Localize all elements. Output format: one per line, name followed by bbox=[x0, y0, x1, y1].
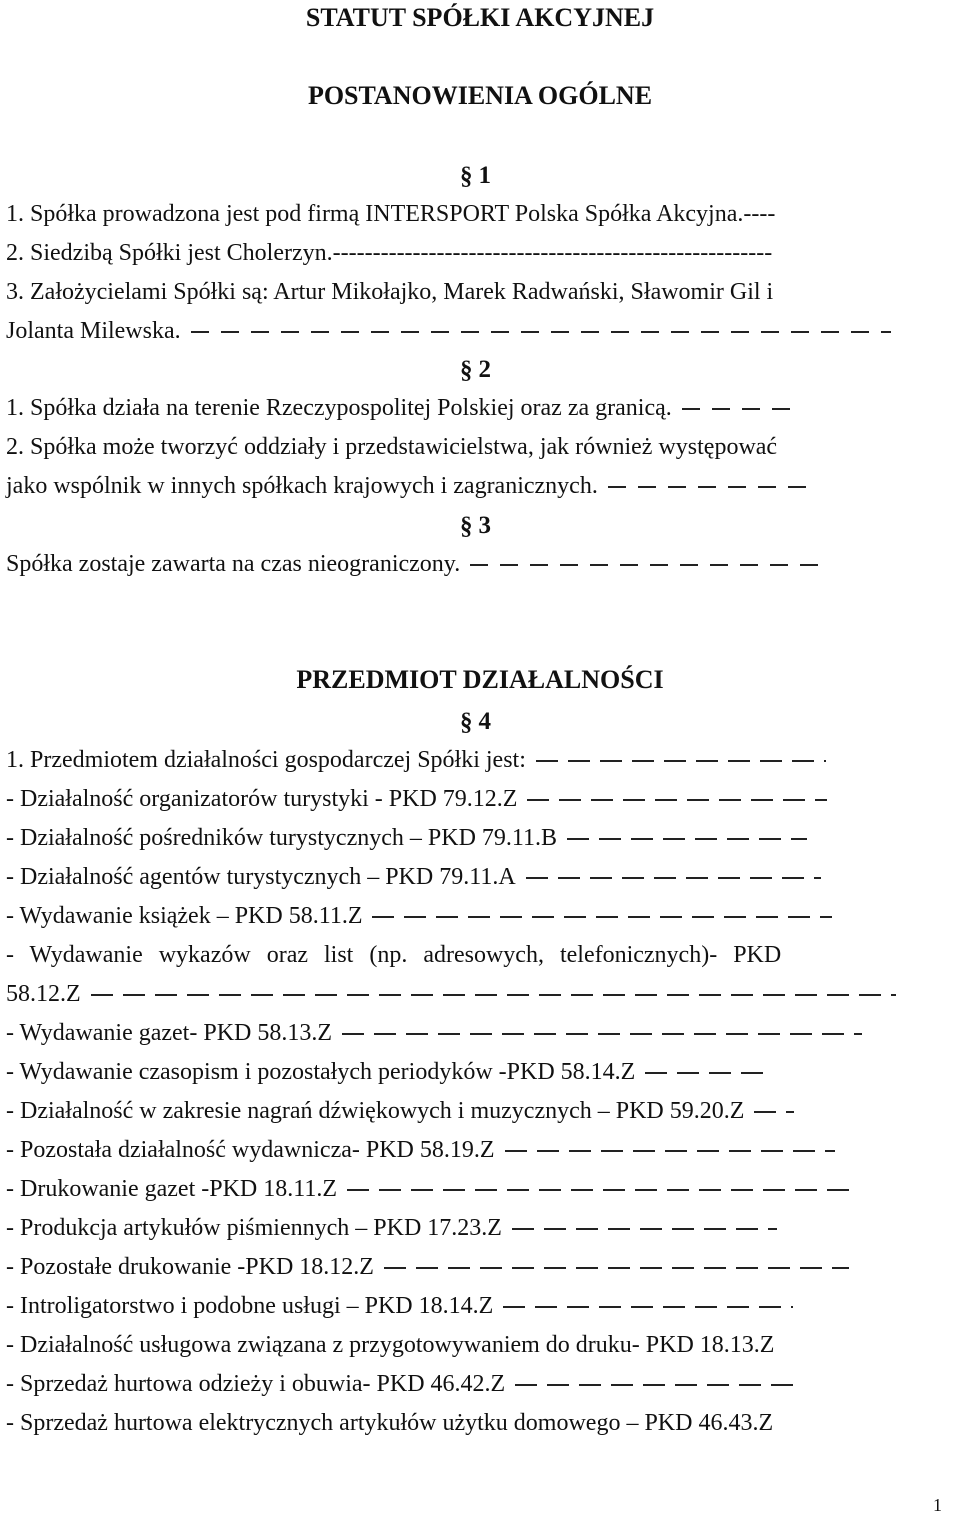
filler-dashes bbox=[342, 1033, 862, 1035]
line-text: Spółka zostaje zawarta na czas nieograniczony. bbox=[6, 551, 461, 577]
pkd-item-text: - Wydawanie czasopism i pozostałych periodyków -PKD 58.14.Z bbox=[6, 1059, 636, 1085]
pkd-item-text: - Introligatorstwo i podobne usługi – PKD 18.14.Z bbox=[6, 1293, 494, 1319]
document-title: STATUT SPÓŁKI AKCYJNEJ bbox=[305, 3, 655, 32]
paragraph-number: 4 bbox=[478, 708, 491, 735]
section-sign: § bbox=[460, 163, 473, 191]
pkd-item-text: - Wydawanie książek – PKD 58.11.Z bbox=[6, 903, 363, 929]
pkd-item-text: - Pozostała działalność wydawnicza- PKD 58.19.Z bbox=[6, 1137, 495, 1163]
filler-dashes bbox=[347, 1189, 857, 1191]
pkd-item-text: 58.12.Z bbox=[6, 981, 81, 1007]
par1-line-1: 1. Spółka prowadzona jest pod firmą INTERSPORT Polska Spółka Akcyjna.---- bbox=[6, 201, 776, 227]
section-sign: § bbox=[460, 513, 473, 541]
filler-dashes bbox=[536, 760, 826, 762]
pkd-item bbox=[6, 901, 832, 931]
pkd-item bbox=[6, 1018, 862, 1048]
pkd-item: - Działalność usługowa związana z przygotowywaniem do druku- PKD 18.13.Z bbox=[6, 1332, 775, 1358]
pkd-item: - Sprzedaż hurtowa elektrycznych artykułów użytku domowego – PKD 46.43.Z bbox=[6, 1410, 774, 1436]
filler-dashes bbox=[645, 1072, 765, 1074]
paragraph-marker-2 bbox=[460, 354, 491, 387]
filler-dashes bbox=[384, 1267, 849, 1269]
pkd-item bbox=[6, 1291, 793, 1321]
pkd-item bbox=[6, 1369, 795, 1399]
pkd-item bbox=[6, 823, 807, 853]
filler-dashes bbox=[505, 1150, 835, 1152]
pkd-item-text: - Działalność agentów turystycznych – PKD 79.11.A bbox=[6, 864, 516, 890]
pkd-item bbox=[6, 1252, 849, 1282]
line-text: 1. Spółka działa na terenie Rzeczypospolitej Polskiej oraz za granicą. bbox=[6, 395, 672, 421]
filler-dashes bbox=[91, 994, 896, 996]
paragraph-marker-3 bbox=[460, 510, 491, 543]
par2-line-2: 2. Spółka może tworzyć oddziały i przedstawicielstwa, jak również występować bbox=[6, 434, 778, 460]
line-text: 1. Przedmiotem działalności gospodarczej Spółki jest: bbox=[6, 747, 526, 773]
pkd-item-text: - Produkcja artykułów piśmiennych – PKD 17.23.Z bbox=[6, 1215, 502, 1241]
filler-dashes bbox=[567, 838, 807, 840]
pkd-item bbox=[6, 784, 827, 814]
par2-line-1 bbox=[6, 393, 797, 423]
filler-dashes bbox=[512, 1228, 777, 1230]
par4-intro bbox=[6, 745, 826, 775]
section-sign: § bbox=[460, 357, 473, 385]
pkd-item-text: - Działalność pośredników turystycznych – PKD 79.11.B bbox=[6, 825, 558, 851]
filler-dashes bbox=[754, 1111, 794, 1113]
filler-dashes bbox=[682, 408, 797, 410]
pkd-item bbox=[6, 1057, 765, 1087]
filler-dashes bbox=[372, 916, 832, 918]
section-sign: § bbox=[460, 709, 473, 737]
pkd-item bbox=[6, 862, 821, 892]
par2-line-3 bbox=[6, 471, 813, 501]
pkd-item-text: - Drukowanie gazet -PKD 18.11.Z bbox=[6, 1176, 338, 1202]
par1-line-4 bbox=[6, 316, 891, 346]
pkd-item-text: - Sprzedaż hurtowa odzieży i obuwia- PKD 46.42.Z bbox=[6, 1371, 506, 1397]
filler-dashes bbox=[608, 486, 813, 488]
paragraph-marker-4 bbox=[460, 706, 491, 739]
pkd-item bbox=[6, 1135, 835, 1165]
paragraph-number: 2 bbox=[478, 356, 491, 383]
filler-dashes bbox=[526, 877, 821, 879]
paragraph-number: 1 bbox=[478, 162, 491, 189]
filler-dashes bbox=[515, 1384, 795, 1386]
pkd-item: - Wydawanie wykazów oraz list (np. adresowych, telefonicznych)- PKD bbox=[6, 942, 782, 968]
pkd-item-text: - Pozostałe drukowanie -PKD 18.12.Z bbox=[6, 1254, 374, 1280]
filler-dashes bbox=[527, 799, 827, 801]
pkd-item bbox=[6, 1174, 857, 1204]
filler-dashes bbox=[191, 331, 891, 333]
par1-line-3: 3. Założycielami Spółki są: Artur Mikołajko, Marek Radwański, Sławomir Gil i bbox=[6, 279, 774, 305]
page-number: 1 bbox=[933, 1495, 942, 1515]
par1-line-2: 2. Siedzibą Spółki jest Cholerzyn.------------------------------------------------------- bbox=[6, 240, 773, 266]
section-heading-general: POSTANOWIENIA OGÓLNE bbox=[307, 81, 653, 110]
pkd-item-continuation bbox=[6, 979, 896, 1009]
pkd-item-text: - Działalność w zakresie nagrań dźwiękowych i muzycznych – PKD 59.20.Z bbox=[6, 1098, 745, 1124]
paragraph-number: 3 bbox=[478, 512, 491, 539]
line-text: jako wspólnik w innych spółkach krajowych i zagranicznych. bbox=[6, 473, 598, 499]
pkd-item-text: - Działalność organizatorów turystyki - PKD 79.12.Z bbox=[6, 786, 518, 812]
pkd-item bbox=[6, 1096, 794, 1126]
section-heading-business-scope: PRZEDMIOT DZIAŁALNOŚCI bbox=[296, 665, 664, 694]
paragraph-marker-1 bbox=[460, 160, 491, 193]
pkd-item bbox=[6, 1213, 777, 1243]
filler-dashes bbox=[470, 564, 830, 566]
par3-line-1 bbox=[6, 549, 830, 579]
pkd-item-text: - Wydawanie gazet- PKD 58.13.Z bbox=[6, 1020, 333, 1046]
line-text: Jolanta Milewska. bbox=[6, 318, 181, 344]
filler-dashes bbox=[503, 1306, 793, 1308]
